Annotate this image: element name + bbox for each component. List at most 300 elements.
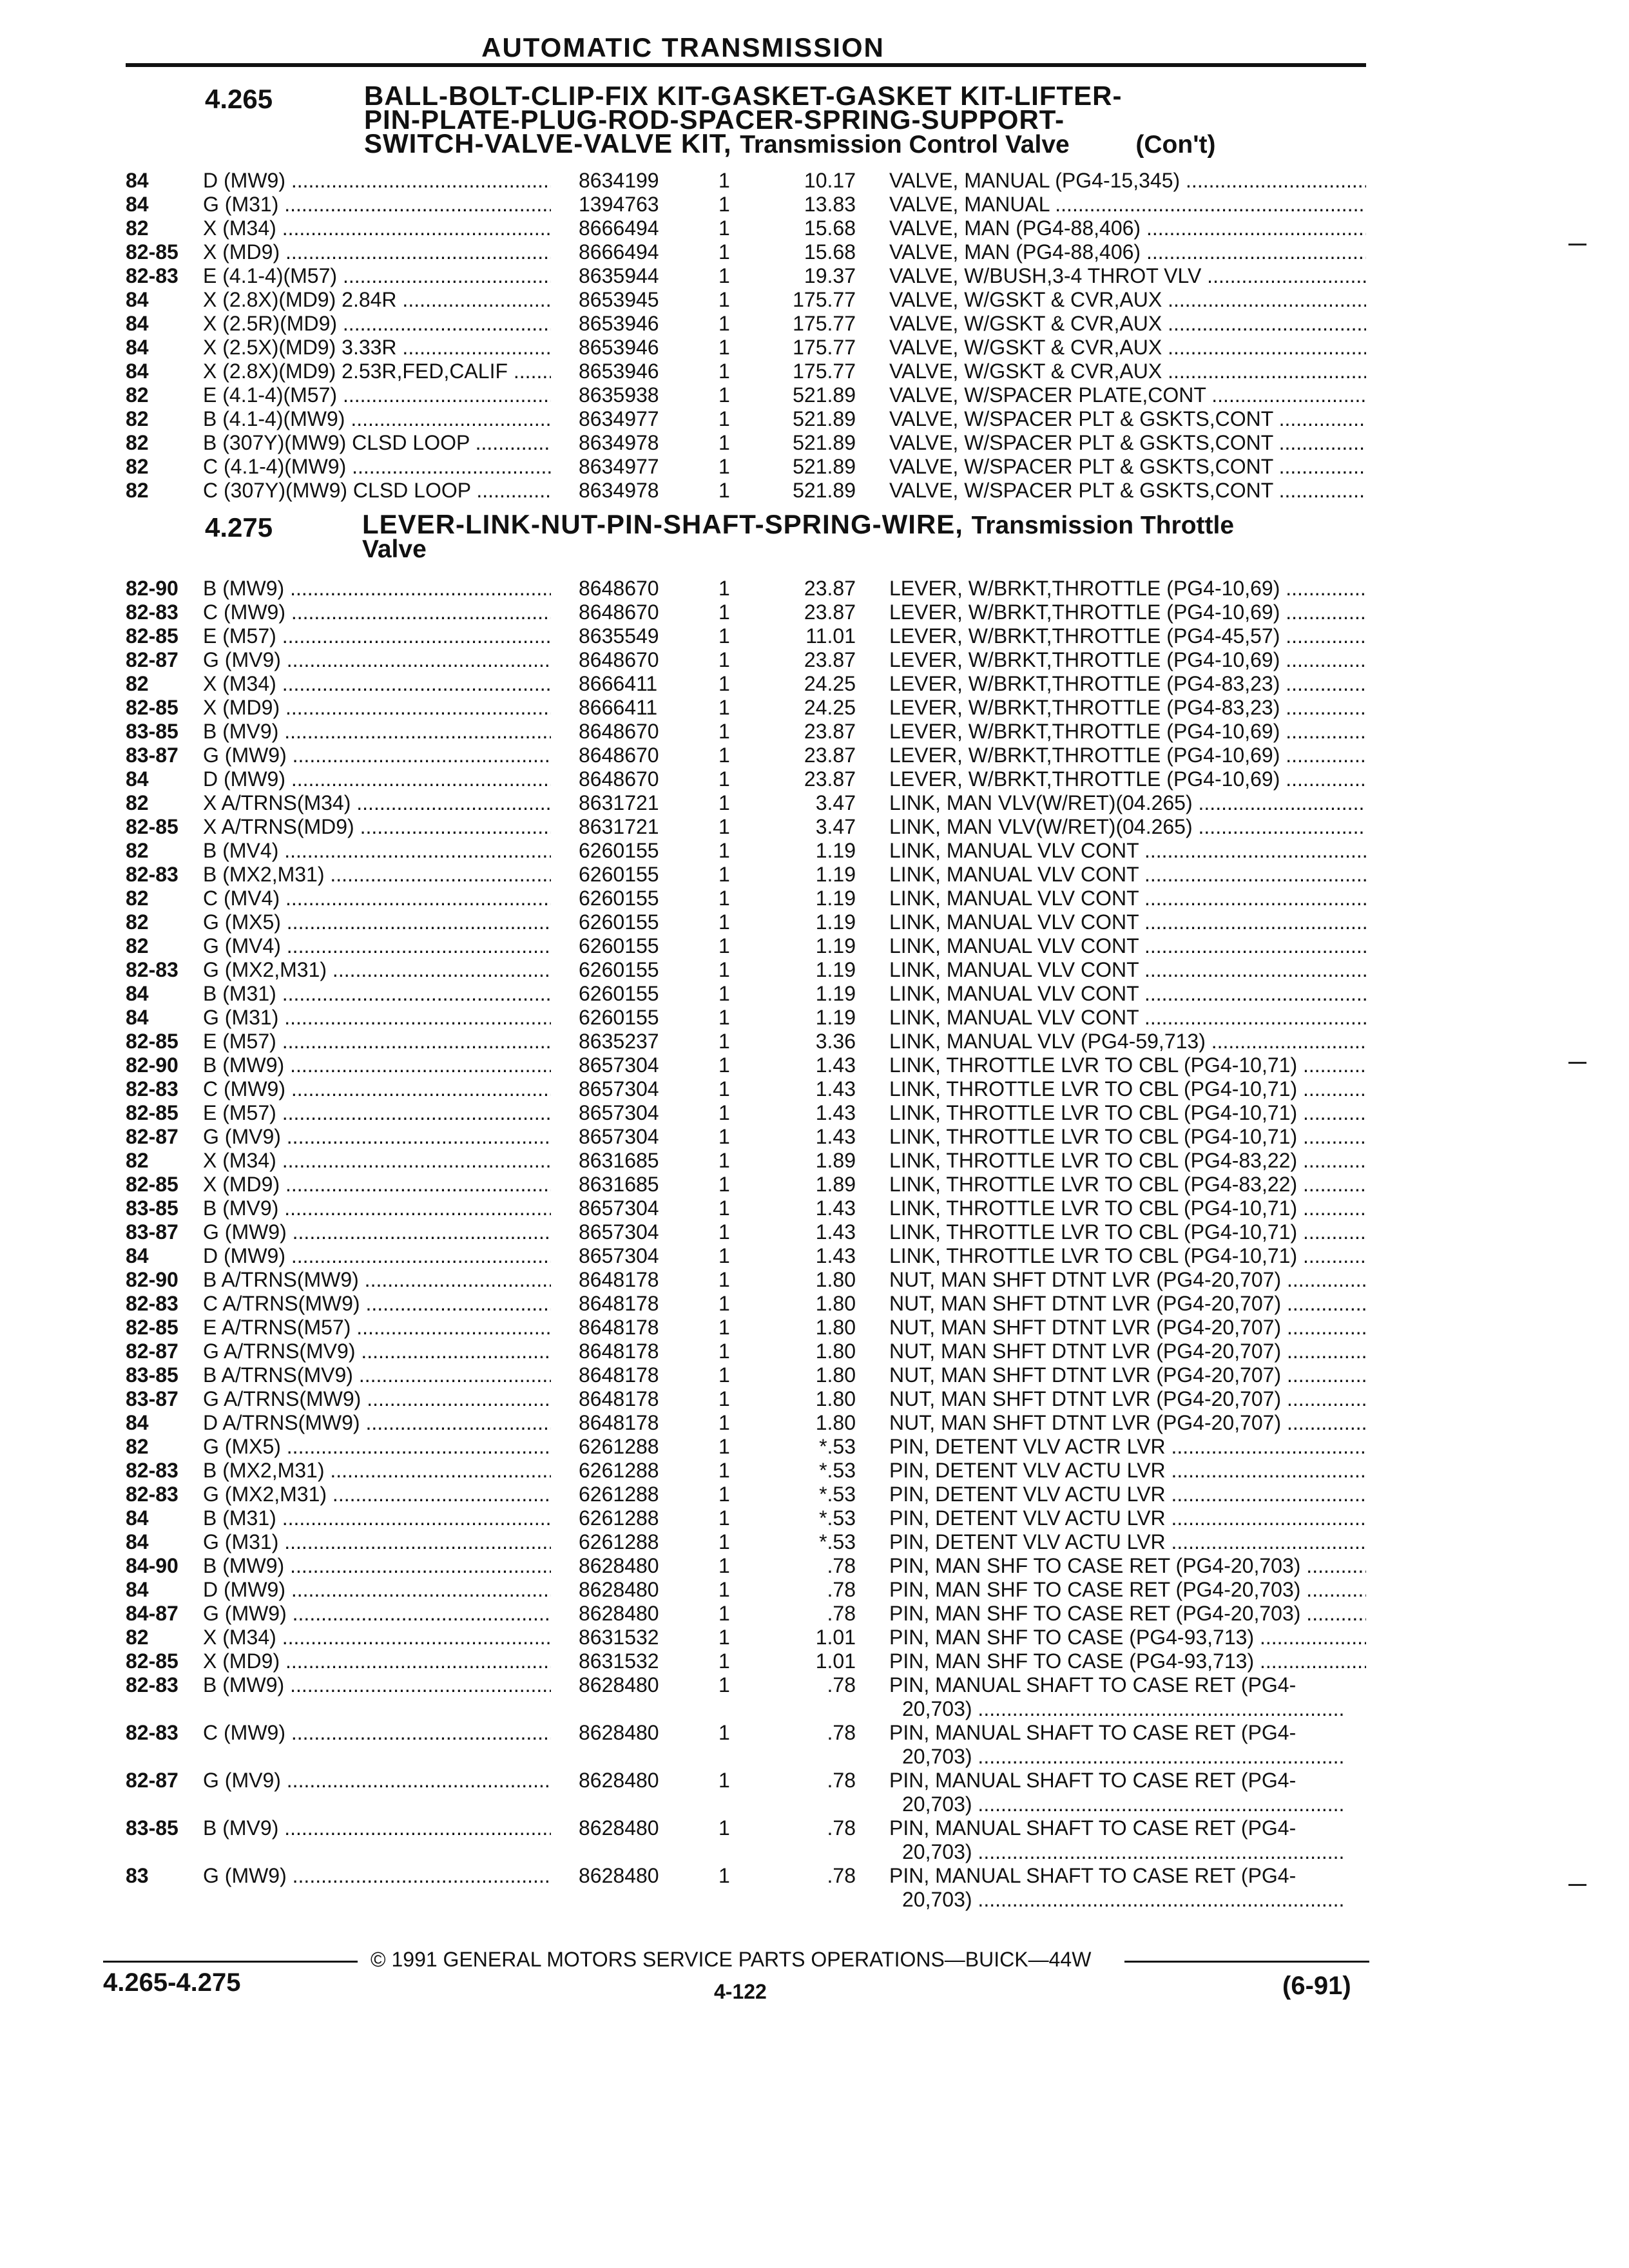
price: 23.87 [804,648,856,671]
part-description-continued: 20,703) ..... [902,1745,1360,1769]
price: 13.83 [804,193,856,216]
quantity: 1 [718,1864,730,1887]
model-code: B (MV4) ..... [203,839,551,863]
model-code: X (M34) ..... [203,216,551,240]
table-row [0,982,1629,1006]
quantity: 1 [718,1554,730,1577]
quantity: 1 [718,1530,730,1553]
price: 23.87 [804,601,856,624]
part-description-text: VALVE, MANUAL (PG4-15,345) ..... [889,169,1366,192]
quantity: 1 [718,1149,730,1172]
price: 1.19 [815,863,856,886]
table-row [0,1626,1629,1649]
part-number: 8653946 [579,336,659,359]
year-range: 82-83 [126,958,178,981]
table-row [0,336,1629,360]
table-row [0,1125,1629,1149]
model-code: G (MW9) ..... [203,1602,551,1626]
part-number: 8635938 [579,383,659,407]
year-range: 82-85 [126,696,178,719]
part-description-text: NUT, MAN SHFT DTNT LVR (PG4-20,707) ..... [889,1387,1366,1410]
quantity: 1 [718,1483,730,1506]
part-description-text: NUT, MAN SHFT DTNT LVR (PG4-20,707) ..... [889,1340,1366,1363]
part-description [889,1292,1366,1316]
year-range: 82-85 [126,240,178,264]
year-range: 84 [126,1244,149,1267]
part-description [889,1649,1366,1673]
quantity: 1 [718,1292,730,1315]
price: 23.87 [804,577,856,600]
price: 175.77 [793,360,856,383]
part-description [889,767,1366,791]
part-description-text: VALVE, MAN (PG4-88,406) ..... [889,240,1366,264]
part-description-text: NUT, MAN SHFT DTNT LVR (PG4-20,707) ..... [889,1411,1366,1434]
part-description [889,1554,1366,1578]
part-number: 8631721 [579,791,659,814]
year-range: 82 [126,839,149,862]
model-code: G (MX5) ..... [203,1435,551,1459]
year-range: 84 [126,1411,149,1434]
price: 1.80 [815,1411,856,1434]
price: 11.01 [805,624,856,648]
margin-tick-mark [1568,1062,1586,1064]
model-code: G (MV9) ..... [203,1769,551,1792]
part-description [889,312,1366,336]
quantity: 1 [718,1578,730,1601]
part-description-text: LEVER, W/BRKT,THROTTLE (PG4-10,69) ..... [889,744,1366,767]
part-description-text: PIN, DETENT VLV ACTU LVR ..... [889,1483,1366,1506]
year-range: 82 [126,479,149,502]
part-description [889,264,1366,288]
part-description [889,1340,1366,1363]
model-code: X (M34) ..... [203,1149,551,1173]
section-subtitle: Transmission Throttle [971,512,1235,539]
part-description [889,839,1366,863]
table-row [0,1030,1629,1053]
section-number: 4.265 [205,84,273,114]
year-range: 82-85 [126,624,178,648]
model-code: B A/TRNS(MW9) ..... [203,1268,551,1292]
price: 1.19 [815,839,856,862]
year-range: 82-87 [126,648,178,671]
year-range: 82-85 [126,1173,178,1196]
part-description [889,1578,1366,1602]
part-number: 8631532 [579,1626,659,1649]
model-code: X (MD9) ..... [203,1173,551,1196]
parts-table-section-2 [0,577,1629,1912]
part-description-text: LINK, THROTTLE LVR TO CBL (PG4-10,71) ..... [889,1125,1366,1148]
price: 1.01 [815,1626,856,1649]
part-description-text: NUT, MAN SHFT DTNT LVR (PG4-20,707) ..... [889,1268,1366,1291]
model-code: X A/TRNS(M34) ..... [203,791,551,815]
part-number: 8635549 [579,624,659,648]
model-code: G (MW9) ..... [203,744,551,767]
part-description-text: LINK, THROTTLE LVR TO CBL (PG4-83,22) ..... [889,1149,1366,1172]
part-description-text: VALVE, W/SPACER PLT & GSKTS,CONT ..... [889,455,1366,478]
part-number: 8648178 [579,1268,659,1291]
table-row [0,1077,1629,1101]
model-code: E (4.1-4)(M57) ..... [203,383,551,407]
part-number: 8628480 [579,1864,659,1887]
part-description [889,383,1366,407]
part-description [889,1077,1366,1101]
part-number: 8648178 [579,1340,659,1363]
part-description [889,1030,1366,1053]
price: .78 [827,1816,856,1840]
price: 24.25 [804,672,856,695]
model-code: B (MV9) ..... [203,720,551,744]
part-description-text: VALVE, W/SPACER PLT & GSKTS,CONT ..... [889,407,1366,430]
model-code: D A/TRNS(MW9) ..... [203,1411,551,1435]
year-range: 84 [126,336,149,359]
part-description-text: LINK, THROTTLE LVR TO CBL (PG4-10,71) ..... [889,1053,1366,1077]
year-range: 82 [126,383,149,407]
year-range: 82-85 [126,1030,178,1053]
model-code: G (MW9) ..... [203,1864,551,1888]
quantity: 1 [718,672,730,695]
part-number: 8628480 [579,1554,659,1577]
part-description [889,1244,1366,1268]
part-number: 8657304 [579,1125,659,1148]
quantity: 1 [718,887,730,910]
part-number: 8628480 [579,1578,659,1601]
header-rule [126,63,1366,67]
price: 19.37 [804,264,856,287]
part-description [889,934,1366,958]
part-description-text: LINK, MANUAL VLV CONT ..... [889,1006,1366,1029]
part-description [889,863,1366,887]
part-description [889,744,1366,767]
price: 175.77 [793,336,856,359]
quantity: 1 [718,1673,730,1696]
table-row [0,1149,1629,1173]
part-description [889,1006,1366,1030]
part-description [889,1363,1366,1387]
part-description [889,982,1366,1006]
part-number: 6260155 [579,910,659,934]
part-description [889,1411,1366,1435]
table-row [0,648,1629,672]
part-number: 6261288 [579,1506,659,1530]
year-range: 84 [126,767,149,791]
quantity: 1 [718,193,730,216]
year-range: 82-83 [126,264,178,287]
part-description-text: VALVE, W/SPACER PLATE,CONT ..... [889,383,1366,407]
section-title-line [362,509,1235,539]
price: 1.43 [815,1196,856,1220]
price: 1.43 [815,1220,856,1244]
part-description [889,407,1366,431]
quantity: 1 [718,982,730,1005]
model-code: B A/TRNS(MV9) ..... [203,1363,551,1387]
price: .78 [827,1673,856,1696]
part-description [889,1483,1366,1506]
year-range: 83 [126,1864,149,1887]
price: 521.89 [793,407,856,430]
price: *.53 [819,1483,856,1506]
price: 1.80 [815,1340,856,1363]
quantity: 1 [718,1626,730,1649]
quantity: 1 [718,1363,730,1387]
part-description [889,1459,1366,1483]
price: 1.43 [815,1053,856,1077]
part-description [889,1316,1366,1340]
quantity: 1 [718,288,730,311]
year-range: 82 [126,216,149,240]
price: 1.01 [815,1649,856,1673]
quantity: 1 [718,577,730,600]
year-range: 82-83 [126,601,178,624]
table-row [0,1435,1629,1459]
part-description [889,577,1366,601]
part-number: 8657304 [579,1101,659,1124]
table-row [0,193,1629,216]
table-row [0,1816,1629,1864]
year-range: 82 [126,1435,149,1458]
quantity: 1 [718,360,730,383]
year-range: 84 [126,1578,149,1601]
table-row [0,1268,1629,1292]
part-description-text: LINK, THROTTLE LVR TO CBL (PG4-10,71) ..... [889,1244,1366,1267]
table-row [0,431,1629,455]
part-description [889,1530,1366,1554]
price: 521.89 [793,455,856,478]
price: *.53 [819,1435,856,1458]
part-number: 8648178 [579,1292,659,1315]
year-range: 84 [126,1506,149,1530]
part-description-text: VALVE, W/SPACER PLT & GSKTS,CONT ..... [889,431,1366,454]
year-range: 82-87 [126,1769,178,1792]
part-description-text: LEVER, W/BRKT,THROTTLE (PG4-10,69) ..... [889,601,1366,624]
section-title [362,509,1235,563]
part-description-text: LINK, MAN VLV(W/RET)(04.265) ..... [889,815,1366,838]
year-range: 84 [126,169,149,192]
model-code: C (307Y)(MW9) CLSD LOOP ..... [203,479,551,503]
part-description-text: NUT, MAN SHFT DTNT LVR (PG4-20,707) ..... [889,1363,1366,1387]
part-number: 6261288 [579,1530,659,1553]
table-row [0,1483,1629,1506]
part-number: 8628480 [579,1673,659,1696]
price: 23.87 [804,720,856,743]
year-range: 84 [126,1006,149,1029]
year-range: 82-83 [126,863,178,886]
quantity: 1 [718,431,730,454]
part-number: 8648178 [579,1387,659,1410]
model-code: C (MW9) ..... [203,1721,551,1745]
part-number: 8648670 [579,720,659,743]
part-number: 8666411 [579,696,658,719]
model-code: B (MV9) ..... [203,1816,551,1840]
part-description-text: LEVER, W/BRKT,THROTTLE (PG4-10,69) ..... [889,577,1366,600]
part-description [889,672,1366,696]
part-description [889,1268,1366,1292]
year-range: 83-85 [126,1196,178,1220]
part-number: 8634978 [579,479,659,502]
price: 521.89 [793,431,856,454]
part-description [889,1101,1366,1125]
model-code: C (MV4) ..... [203,887,551,910]
price: 1.80 [815,1363,856,1387]
year-range: 82-87 [126,1125,178,1148]
part-number: 8634199 [579,169,659,192]
table-row [0,839,1629,863]
table-row [0,288,1629,312]
part-description [889,1387,1366,1411]
model-code: X (2.8X)(MD9) 2.53R,FED,CALIF ..... [203,360,551,383]
part-description-text: VALVE, W/GSKT & CVR,AUX ..... [889,288,1366,311]
table-row [0,169,1629,193]
part-description [889,1125,1366,1149]
part-description-text: NUT, MAN SHFT DTNT LVR (PG4-20,707) ..... [889,1316,1366,1339]
quantity: 1 [718,1196,730,1220]
table-row [0,312,1629,336]
table-row [0,577,1629,601]
year-range: 82 [126,455,149,478]
model-code: E (4.1-4)(M57) ..... [203,264,551,288]
quantity: 1 [718,1030,730,1053]
part-description-text: PIN, MANUAL SHAFT TO CASE RET (PG4- [889,1864,1296,1887]
part-description-continued: 20,703) ..... [902,1840,1360,1864]
part-description-text: PIN, MAN SHF TO CASE (PG4-93,713) ..... [889,1649,1366,1673]
quantity: 1 [718,791,730,814]
year-range: 82-83 [126,1292,178,1315]
year-range: 82-83 [126,1077,178,1100]
section-title-line: BALL-BOLT-CLIP-FIX KIT-GASKET-GASKET KIT-LIFTER- [364,81,1123,111]
part-number: 8634977 [579,455,659,478]
part-description-text: VALVE, W/SPACER PLT & GSKTS,CONT ..... [889,479,1366,502]
part-number: 8628480 [579,1769,659,1792]
price: 521.89 [793,383,856,407]
model-code: B (MW9) ..... [203,1673,551,1697]
quantity: 1 [718,1077,730,1100]
part-number: 8631685 [579,1149,659,1172]
quantity: 1 [718,1006,730,1029]
part-description [889,193,1366,216]
table-row [0,1602,1629,1626]
table-row [0,863,1629,887]
part-description [889,696,1366,720]
part-description-text: LINK, MANUAL VLV CONT ..... [889,887,1366,910]
part-description-text: PIN, DETENT VLV ACTR LVR ..... [889,1435,1366,1458]
part-description [889,479,1366,503]
section-number: 4.275 [205,512,273,543]
price: .78 [827,1769,856,1792]
model-code: X (2.5X)(MD9) 3.33R ..... [203,336,551,360]
margin-tick-mark [1568,244,1586,245]
footer-rule [103,1961,358,1963]
table-row [0,1101,1629,1125]
model-code: G A/TRNS(MW9) ..... [203,1387,551,1411]
table-row [0,1196,1629,1220]
year-range: 82-83 [126,1673,178,1696]
quantity: 1 [718,1435,730,1458]
part-number: 8648178 [579,1363,659,1387]
year-range: 84 [126,1530,149,1553]
table-row [0,360,1629,383]
part-description [889,1769,1366,1792]
part-description-text: LEVER, W/BRKT,THROTTLE (PG4-83,23) ..... [889,696,1366,719]
price: 1.43 [815,1244,856,1267]
part-number: 8653945 [579,288,659,311]
part-description [889,624,1366,648]
part-description [889,1053,1366,1077]
part-description-text: LINK, MANUAL VLV CONT ..... [889,934,1366,957]
part-description-continued: 20,703) ..... [902,1888,1360,1912]
model-code: G (MX2,M31) ..... [203,1483,551,1506]
model-code: G A/TRNS(MV9) ..... [203,1340,551,1363]
table-row [0,1459,1629,1483]
table-row [0,672,1629,696]
part-description-text: PIN, DETENT VLV ACTU LVR ..... [889,1459,1366,1482]
quantity: 1 [718,696,730,719]
part-number: 8631685 [579,1173,659,1196]
quantity: 1 [718,624,730,648]
part-description [889,288,1366,312]
model-code: C (4.1-4)(MW9) ..... [203,455,551,479]
part-description-text: VALVE, MANUAL ..... [889,193,1366,216]
price: 1.43 [815,1125,856,1148]
table-row [0,1244,1629,1268]
quantity: 1 [718,1721,730,1744]
price: 1.19 [815,887,856,910]
section-subtitle: Transmission Control Valve [740,131,1070,159]
part-description-text: LEVER, W/BRKT,THROTTLE (PG4-83,23) ..... [889,672,1366,695]
quantity: 1 [718,312,730,335]
part-description [889,887,1366,910]
table-row [0,1578,1629,1602]
model-code: B (M31) ..... [203,982,551,1006]
part-description [889,648,1366,672]
section-title-line-text: LEVER-LINK-NUT-PIN-SHAFT-SPRING-WIRE, [362,509,963,539]
price: 1.19 [815,958,856,981]
price: .78 [827,1602,856,1625]
price: .78 [827,1721,856,1744]
model-code: E (M57) ..... [203,1101,551,1125]
year-range: 83-87 [126,1220,178,1244]
year-range: 82-83 [126,1721,178,1744]
price: 1.80 [815,1316,856,1339]
section-title-line-text: SWITCH-VALVE-VALVE KIT, [364,128,732,159]
table-row [0,240,1629,264]
price: 23.87 [804,744,856,767]
part-description-text: LINK, MANUAL VLV (PG4-59,713) ..... [889,1030,1366,1053]
model-code: D (MW9) ..... [203,1578,551,1602]
quantity: 1 [718,1769,730,1792]
part-description-text: LINK, MAN VLV(W/RET)(04.265) ..... [889,791,1366,814]
quantity: 1 [718,839,730,862]
part-description-text: PIN, MANUAL SHAFT TO CASE RET (PG4- [889,1769,1296,1792]
part-number: 8666494 [579,216,659,240]
model-code: B (MX2,M31) ..... [203,1459,551,1483]
part-number: 8648670 [579,767,659,791]
table-row [0,1340,1629,1363]
quantity: 1 [718,1459,730,1482]
table-row [0,1387,1629,1411]
part-number: 8631721 [579,815,659,838]
price: 23.87 [804,767,856,791]
part-description-text: PIN, DETENT VLV ACTU LVR ..... [889,1506,1366,1530]
price: 1.89 [815,1149,856,1172]
part-number: 8635944 [579,264,659,287]
part-description-text: LEVER, W/BRKT,THROTTLE (PG4-10,69) ..... [889,720,1366,743]
part-description-text: VALVE, W/GSKT & CVR,AUX ..... [889,336,1366,359]
price: 1.43 [815,1101,856,1124]
price: 1.80 [815,1292,856,1315]
table-row [0,1864,1629,1912]
model-code: B (4.1-4)(MW9) ..... [203,407,551,431]
table-row [0,1173,1629,1196]
part-number: 8648178 [579,1316,659,1339]
